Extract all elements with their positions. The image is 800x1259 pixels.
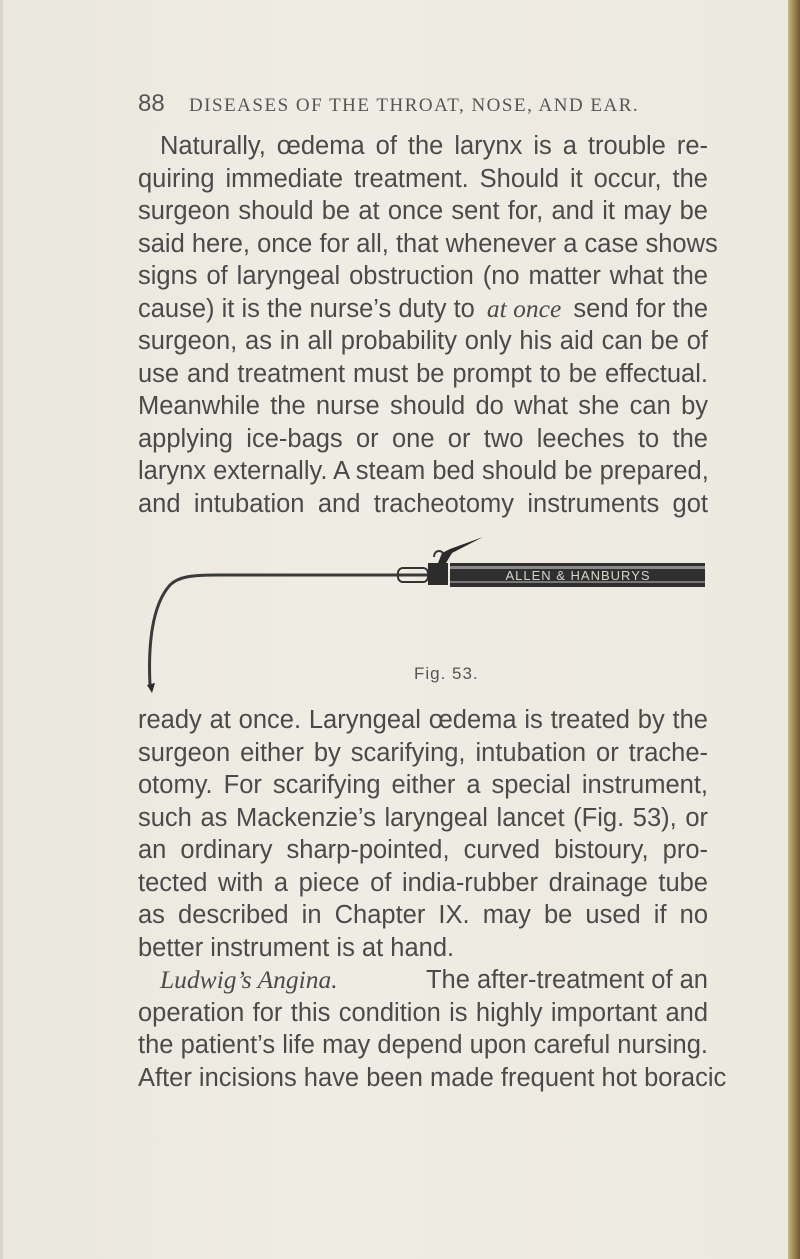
text-line: and intubation and tracheotomy instruments got: [138, 489, 708, 518]
figure-caption: Fig. 53.: [414, 664, 479, 683]
text-line: After incisions have been made frequent hot boracic: [138, 1063, 727, 1092]
text-line: larynx externally. A steam bed should be prepared,: [138, 457, 709, 485]
text-fragment: cause) it is the nurse’s duty to: [138, 294, 475, 323]
text-line: operation for this condition is highly important and: [138, 998, 708, 1027]
text-line: as described in Chapter IX. may be used if no: [138, 901, 708, 929]
paragraph-oedema: [138, 130, 718, 520]
text-line: an ordinary sharp-pointed, curved bistoury, pro-: [138, 836, 708, 864]
running-header: [138, 90, 658, 118]
text-line: tected with a piece of india-rubber drainage tube: [138, 868, 708, 897]
text-line: surgeon, as in all probability only his aid can be of: [138, 327, 708, 355]
text-line: [138, 964, 708, 997]
text-line: surgeon should be at once sent for, and it may be: [138, 197, 708, 225]
text-fragment: send for the: [573, 294, 708, 323]
paragraph-ludwigs-angina: [138, 964, 727, 1094]
text-line: otomy. For scarifying either a special instrument,: [138, 771, 708, 799]
text-line: quiring immediate treatment. Should it occur, the: [138, 164, 708, 193]
text-line: the patient’s life may depend upon careful nursing.: [138, 1031, 708, 1059]
text-line: such as Mackenzie’s laryngeal lancet (Fig. 53), or: [138, 803, 708, 832]
book-binding-edge: [788, 0, 800, 1259]
text-line: better instrument is at hand.: [138, 933, 455, 962]
text-fragment: The after-treatment of an: [425, 966, 708, 994]
text-line: applying ice-bags or one or two leeches to the: [138, 424, 708, 453]
section-heading-ludwigs-angina: Ludwig’s Angina.: [160, 965, 338, 994]
text-line: said here, once for all, that whenever a case shows: [138, 229, 718, 258]
text-line: surgeon either by scarifying, intubation or trache-: [138, 738, 708, 767]
text-line: ready at once. Laryngeal œdema is treated by the: [138, 706, 708, 734]
text-line: use and treatment must be prompt to be effectual.: [138, 359, 708, 388]
emphasis-at-once: at once: [486, 293, 562, 323]
page-number: 88: [138, 90, 165, 117]
running-title: DISEASES OF THE THROAT, NOSE, AND EAR.: [188, 95, 640, 116]
paragraph-treatment: [138, 704, 708, 964]
page-gutter: [0, 0, 3, 1259]
text-line: [138, 293, 708, 326]
text-line: signs of laryngeal obstruction (no matter what the: [138, 262, 708, 290]
text-line: Naturally, œdema of the larynx is a trouble re-: [160, 132, 708, 160]
text-line: Meanwhile the nurse should do what she can by: [138, 392, 708, 420]
instrument-maker-mark: ALLEN & HANBURYS: [505, 568, 651, 583]
